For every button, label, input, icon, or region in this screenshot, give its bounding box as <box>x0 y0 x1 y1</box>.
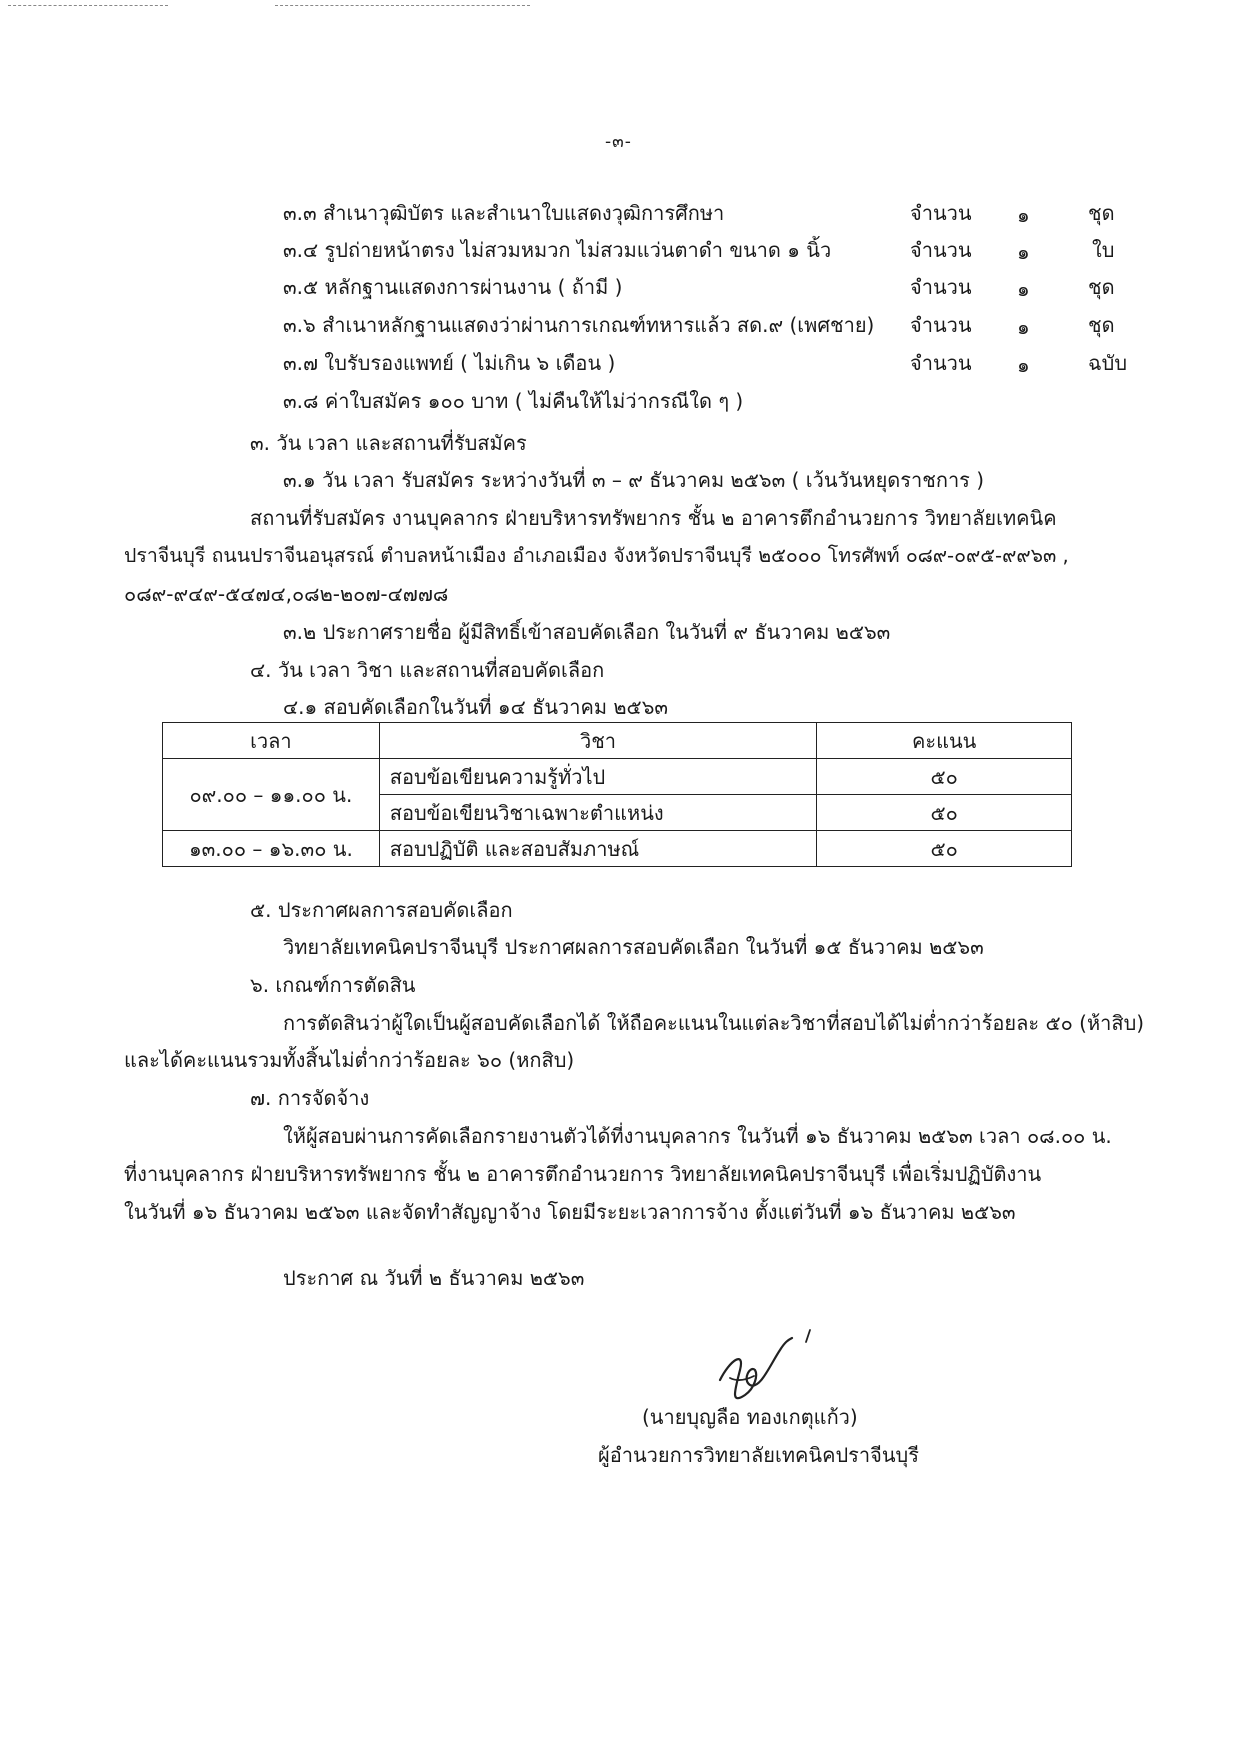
table-row <box>163 831 1072 867</box>
section-6-line-1: การตัดสินว่าผู้ใดเป็นผู้สอบคัดเลือกได้ ให้ถือคะแนนในแต่ละวิชาที่สอบได้ไม่ต่ำกว่าร้อยละ ๕๐ (ห้าสิบ) <box>283 1011 1145 1035</box>
table-row <box>163 759 1072 795</box>
section-5-body: วิทยาลัยเทคนิคปราจีนบุรี ประกาศผลการสอบคัดเลือก ในวันที่ ๑๕ ธันวาคม ๒๕๖๓ <box>283 935 984 959</box>
doc-qty: ๑ <box>1017 277 1030 301</box>
doc-unit: ใบ <box>1092 238 1115 262</box>
doc-qty-label: จำนวน <box>910 351 972 375</box>
scan-artifact-left <box>8 5 168 6</box>
doc-qty-label: จำนวน <box>910 238 972 262</box>
doc-item-3-3: ๓.๓ สำเนาวุฒิบัตร และสำเนาใบแสดงวุฒิการศึกษา <box>283 201 725 225</box>
table-header-subject: วิชา <box>379 723 817 759</box>
doc-item-3-8: ๓.๘ ค่าใบสมัคร ๑๐๐ บาท ( ไม่คืนให้ไม่ว่ากรณีใด ๆ ) <box>283 389 744 413</box>
table-cell-subject: สอบข้อเขียนวิชาเฉพาะตำแหน่ง <box>379 795 817 831</box>
application-place-line-1: สถานที่รับสมัคร งานบุคลากร ฝ่ายบริหารทรัพยากร ชั้น ๒ อาคารตึกอำนวยการ วิทยาลัยเทคนิค <box>250 506 1057 530</box>
section-6-heading: ๖. เกณฑ์การตัดสิน <box>250 973 416 997</box>
doc-qty-label: จำนวน <box>910 313 972 337</box>
section-6-line-2: และได้คะแนนรวมทั้งสิ้นไม่ต่ำกว่าร้อยละ ๖๐ (หกสิบ) <box>124 1048 575 1072</box>
table-cell-subject: สอบปฏิบัติ และสอบสัมภาษณ์ <box>379 831 817 867</box>
doc-unit: ฉบับ <box>1088 351 1128 375</box>
table-header-row <box>163 723 1072 759</box>
doc-qty: ๑ <box>1017 203 1030 227</box>
doc-qty: ๑ <box>1017 315 1030 339</box>
doc-item-3-7: ๓.๗ ใบรับรองแพทย์ ( ไม่เกิน ๖ เดือน ) <box>283 351 616 375</box>
section-3-2: ๓.๒ ประกาศรายชื่อ ผู้มีสิทธิ์เข้าสอบคัดเลือก ในวันที่ ๙ ธันวาคม ๒๕๖๓ <box>283 620 891 644</box>
table-cell-subject: สอบข้อเขียนความรู้ทั่วไป <box>379 759 817 795</box>
doc-item-3-4: ๓.๔ รูปถ่ายหน้าตรง ไม่สวมหมวก ไม่สวมแว่นตาดำ ขนาด ๑ นิ้ว <box>283 238 832 262</box>
table-cell-score: ๕๐ <box>817 795 1072 831</box>
section-4-1: ๔.๑ สอบคัดเลือกในวันที่ ๑๔ ธันวาคม ๒๕๖๓ <box>283 695 669 719</box>
doc-qty: ๑ <box>1017 240 1030 264</box>
section-4-heading: ๔. วัน เวลา วิชา และสถานที่สอบคัดเลือก <box>250 658 605 682</box>
doc-unit: ชุด <box>1088 275 1115 299</box>
section-7-line-3: ในวันที่ ๑๖ ธันวาคม ๒๕๖๓ และจัดทำสัญญาจ้าง โดยมีระยะเวลาการจ้าง ตั้งแต่วันที่ ๑๖ ธันวาคม ๒๕๖๓ <box>124 1200 1016 1224</box>
doc-unit: ชุด <box>1088 201 1115 225</box>
scan-artifact-center <box>275 5 530 6</box>
table-cell-score: ๕๐ <box>817 759 1072 795</box>
table-cell-time: ๑๓.๐๐ – ๑๖.๓๐ น. <box>163 831 380 867</box>
application-place-line-2: ปราจีนบุรี ถนนปราจีนอนุสรณ์ ตำบลหน้าเมือง อำเภอเมือง จังหวัดปราจีนบุรี ๒๕๐๐๐ โทรศัพท์ ๐๘๙-๐๙๕-๙๙๖๓ , <box>124 544 1069 567</box>
application-place-line-3: ๐๘๙-๙๔๙-๕๔๗๔,๐๘๒-๒๐๗-๔๗๗๘ <box>124 582 449 606</box>
table-header-score: คะแนน <box>817 723 1072 759</box>
table-header-time: เวลา <box>163 723 380 759</box>
section-7-line-1: ให้ผู้สอบผ่านการคัดเลือกรายงานตัวได้ที่งานบุคลากร ในวันที่ ๑๖ ธันวาคม ๒๕๖๓ เวลา ๐๘.๐๐ น. <box>283 1124 1112 1148</box>
section-3-1: ๓.๑ วัน เวลา รับสมัคร ระหว่างวันที่ ๓ – ๙ ธันวาคม ๒๕๖๓ ( เว้นวันหยุดราชการ ) <box>283 468 985 492</box>
page-number: -๓- <box>605 132 632 152</box>
signer-title: ผู้อำนวยการวิทยาลัยเทคนิคปราจีนบุรี <box>598 1443 919 1467</box>
doc-qty-label: จำนวน <box>910 275 972 299</box>
table-cell-time: ๐๙.๐๐ – ๑๑.๐๐ น. <box>163 759 380 831</box>
announcement-date: ประกาศ ณ วันที่ ๒ ธันวาคม ๒๕๖๓ <box>283 1266 585 1290</box>
signer-name: (นายบุญลือ ทองเกตุแก้ว) <box>642 1405 858 1429</box>
section-7-heading: ๗. การจัดจ้าง <box>250 1086 370 1110</box>
doc-item-3-5: ๓.๕ หลักฐานแสดงการผ่านงาน ( ถ้ามี ) <box>283 275 623 299</box>
table-cell-score: ๕๐ <box>817 831 1072 867</box>
doc-qty: ๑ <box>1017 353 1030 377</box>
doc-qty-label: จำนวน <box>910 201 972 225</box>
doc-item-3-6: ๓.๖ สำเนาหลักฐานแสดงว่าผ่านการเกณฑ์ทหารแล้ว สด.๙ (เพศชาย) <box>283 313 875 337</box>
section-5-heading: ๕. ประกาศผลการสอบคัดเลือก <box>250 898 513 922</box>
doc-unit: ชุด <box>1088 313 1115 337</box>
section-7-line-2: ที่งานบุคลากร ฝ่ายบริหารทรัพยากร ชั้น ๒ อาคารตึกอำนวยการ วิทยาลัยเทคนิคปราจีนบุรี เพื่อเริ่มปฏิบัติงาน <box>124 1162 1042 1186</box>
exam-schedule-table <box>162 722 1072 867</box>
section-3-heading: ๓. วัน เวลา และสถานที่รับสมัคร <box>250 431 527 455</box>
